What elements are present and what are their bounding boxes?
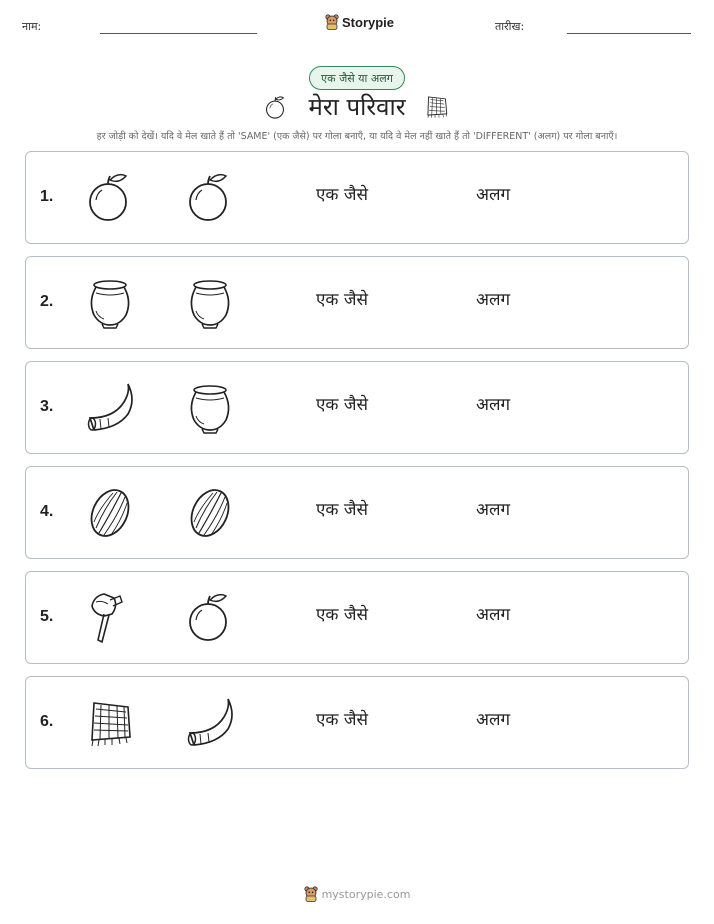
question-number: 1. [40, 188, 54, 205]
apple-icon [184, 592, 236, 644]
mat-icon [84, 697, 136, 749]
question-card [25, 256, 689, 349]
same-option[interactable]: एक जैसे [316, 290, 368, 310]
same-option[interactable]: एक जैसे [316, 605, 368, 625]
seed-icon [84, 487, 136, 539]
question-number: 6. [40, 713, 54, 730]
name-label: नाम: [22, 20, 42, 33]
worksheet-type-badge: एक जैसे या अलग [309, 66, 405, 90]
question-card [25, 361, 689, 454]
different-option[interactable]: अलग [476, 395, 511, 415]
bear-icon [304, 886, 318, 902]
apple-icon [84, 172, 136, 224]
date-line[interactable] [567, 33, 691, 34]
title-row [0, 90, 714, 124]
pot-icon [184, 382, 236, 434]
seed-icon [184, 487, 236, 539]
question-number: 4. [40, 503, 54, 520]
pot-icon [84, 277, 136, 329]
same-option[interactable]: एक जैसे [316, 710, 368, 730]
question-card [25, 571, 689, 664]
axe-icon [84, 592, 136, 644]
different-option[interactable]: अलग [476, 185, 511, 205]
apple-icon [184, 172, 236, 224]
bear-icon [325, 14, 339, 30]
mat-icon [424, 93, 450, 119]
different-option[interactable]: अलग [476, 500, 511, 520]
question-number: 5. [40, 608, 54, 625]
question-card [25, 466, 689, 559]
brand-logo [325, 14, 394, 30]
different-option[interactable]: अलग [476, 710, 511, 730]
different-option[interactable]: अलग [476, 605, 511, 625]
brand-name: Storypie [342, 14, 395, 30]
instructions: हर जोड़ी को देखें। यदि वे मेल खाते हैं तो 'SAME' (एक जैसे) पर गोला बनाएँ, या यदि वे मेल नहीं खाते हैं तो 'DIFFERENT' (अलग) पर गोला बनाएँ। [96, 131, 618, 142]
date-label: तारीख: [495, 20, 525, 33]
question-card [25, 151, 689, 244]
question-card [25, 676, 689, 769]
name-line[interactable] [100, 33, 257, 34]
different-option[interactable]: अलग [476, 290, 511, 310]
same-option[interactable]: एक जैसे [316, 500, 368, 520]
pot-icon [184, 277, 236, 329]
question-number: 3. [40, 398, 54, 415]
same-option[interactable]: एक जैसे [316, 395, 368, 415]
page-title: मेरा परिवार [308, 93, 406, 121]
horn-icon [84, 382, 136, 434]
horn-icon [184, 697, 236, 749]
same-option[interactable]: एक जैसे [316, 185, 368, 205]
footer-site: mystorypie.com [321, 887, 411, 901]
footer [0, 886, 714, 902]
question-number: 2. [40, 293, 54, 310]
